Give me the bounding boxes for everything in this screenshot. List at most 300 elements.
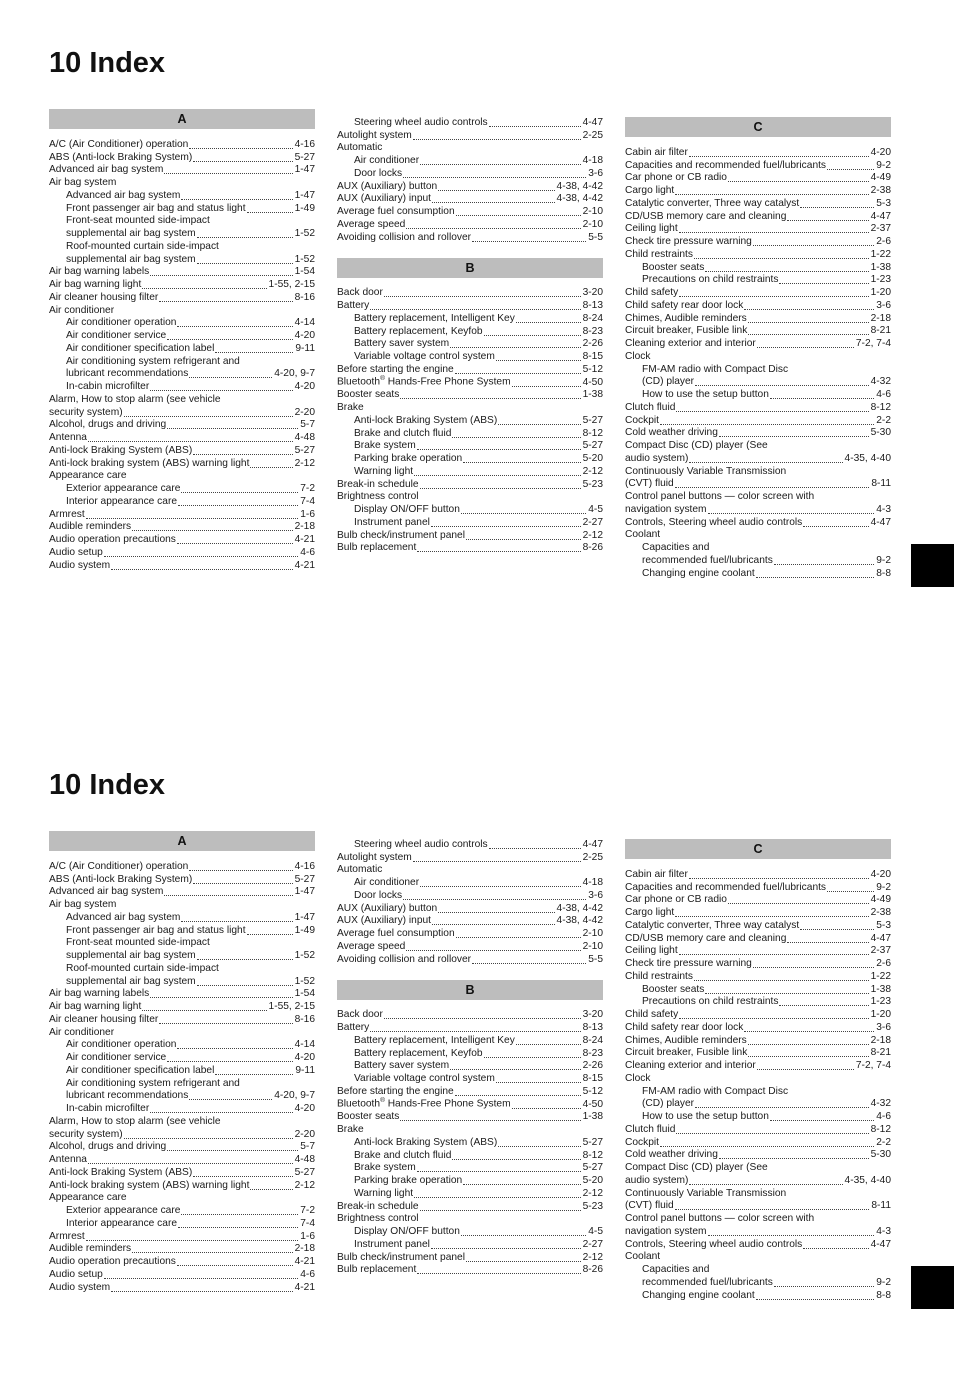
index-entry (337, 401, 603, 414)
index-entry-text: Air bag warning labels (49, 266, 150, 278)
index-entry-term (354, 1162, 416, 1174)
page-reference: 5-23 (582, 478, 603, 490)
index-entry-text: Front-seat mounted side-impact (66, 937, 210, 949)
page-reference: 2-37 (870, 223, 891, 235)
index-entry-term (49, 534, 176, 546)
index-entry-term (625, 325, 747, 337)
header-spacer (625, 859, 891, 868)
page-reference: 9-2 (876, 159, 891, 171)
index-entry (625, 1212, 891, 1225)
index-entry (625, 223, 891, 236)
dot-leader (695, 385, 869, 386)
index-entry (49, 508, 315, 521)
index-entry-text: Warning light (354, 465, 414, 477)
index-entry-text: Cleaning exterior and interior (625, 338, 756, 349)
index-entry (337, 389, 603, 402)
page-reference: 5-27 (294, 151, 315, 163)
dot-leader (164, 895, 292, 896)
dot-leader (181, 199, 292, 200)
index-entry (625, 146, 891, 159)
index-entry (337, 1021, 603, 1034)
index-entry (625, 932, 891, 945)
dot-leader (756, 1299, 875, 1300)
index-entry (49, 138, 315, 151)
index-entry-text: Battery replacement, Intelligent Key (354, 312, 515, 324)
index-entry (625, 516, 891, 529)
index-entry-text: Bulb replacement (337, 1264, 417, 1276)
dot-leader (431, 1248, 581, 1249)
index-entry (625, 1047, 891, 1060)
section-letter-header: C (625, 839, 891, 859)
index-entry-text: Door locks (354, 167, 403, 179)
index-entry-text: lubricant recommendations (66, 368, 189, 380)
index-entry (625, 312, 891, 325)
index-entry-text: Brake (337, 1124, 364, 1135)
index-entry-term (625, 300, 743, 312)
index-entry-term (625, 1175, 688, 1187)
page-reference: 4-14 (294, 317, 315, 329)
page-reference: 5-5 (588, 953, 603, 965)
index-entry (49, 1102, 315, 1115)
dot-leader (159, 301, 292, 302)
section-letter-header: B (337, 258, 603, 278)
index-entry (625, 1149, 891, 1162)
index-entry-term (625, 1188, 786, 1200)
index-entry-text: Control panel buttons — color screen with (625, 1213, 815, 1224)
page-reference: 2-38 (870, 185, 891, 196)
index-entry-text: Door locks (354, 889, 403, 901)
dot-leader (167, 428, 298, 429)
page-reference: 4-50 (582, 1098, 603, 1110)
index-entry-text: Air conditioner specification label (66, 342, 215, 354)
dot-leader (417, 551, 580, 552)
index-entry (49, 1013, 315, 1026)
index-entry (49, 189, 315, 202)
dot-leader (489, 848, 581, 849)
index-entry-term (49, 292, 158, 304)
index-entry (337, 312, 603, 325)
index-entry (625, 184, 891, 197)
index-entry (337, 427, 603, 440)
dot-leader (774, 564, 874, 565)
page-reference: 5-12 (582, 1085, 603, 1097)
index-entry-text: Catalytic converter, Three way catalyst (625, 197, 800, 209)
index-entry-term (354, 1239, 430, 1251)
index-entry-text: ABS (Anti-lock Braking System) (49, 151, 193, 163)
index-entry-term (49, 470, 127, 482)
index-entry-text: Audio system (49, 559, 111, 571)
dot-leader (748, 334, 868, 335)
dot-leader (150, 997, 292, 998)
index-entry-text: Battery replacement, Keyfob (354, 325, 483, 337)
index-entry-term (49, 1269, 103, 1281)
index-entry-text: Variable voltage control system (354, 351, 495, 362)
index-entry-term (337, 864, 382, 876)
page-reference: 2-18 (870, 1034, 891, 1046)
index-entry-term (49, 886, 163, 898)
index-entry-term (642, 555, 773, 567)
index-entry-text: Average speed (337, 940, 406, 952)
index-entry-term (49, 560, 110, 572)
index-entry-text: Avoiding collision and rollover (337, 953, 472, 965)
index-entry-term (354, 890, 402, 902)
dot-leader (159, 1023, 292, 1024)
index-entry (49, 1128, 315, 1141)
dot-leader (484, 1057, 581, 1058)
index-entry (337, 414, 603, 427)
index-entry-text: Exterior appearance care (66, 1205, 181, 1216)
dot-leader (676, 1133, 868, 1134)
index-entry-term (66, 228, 196, 240)
index-entry-text: Roof-mounted curtain side-impact (66, 240, 219, 252)
page-reference: 4-38, 4-42 (556, 180, 603, 192)
index-entry-term (49, 139, 188, 151)
index-entry-text: Air conditioner (49, 304, 115, 316)
index-entry-text: Cockpit (625, 414, 659, 426)
index-entry-text: security system) (49, 406, 123, 418)
index-entry-term (625, 1060, 756, 1072)
index-entry (337, 1225, 603, 1238)
index-entry (49, 215, 315, 228)
index-entry (337, 1047, 603, 1060)
page-reference: 2-6 (876, 236, 891, 247)
page-reference: 8-23 (582, 325, 603, 337)
header-spacer (625, 137, 891, 146)
page-reference: 4-20 (870, 146, 891, 158)
index-entry (49, 1000, 315, 1013)
index-entry-term (625, 223, 678, 235)
index-entry-text: Before starting the engine (337, 1085, 454, 1097)
dot-leader (675, 1209, 870, 1210)
index-entry-text: Anti-lock braking system (ABS) warning light (49, 1179, 250, 1191)
page-reference: 9-11 (295, 1064, 315, 1076)
page-reference: 8-13 (582, 1022, 603, 1033)
dot-leader (420, 1210, 581, 1211)
dot-leader (420, 164, 580, 165)
dot-leader (516, 1044, 581, 1045)
page-reference: 2-26 (582, 1060, 603, 1072)
dot-leader (167, 1061, 292, 1062)
dot-leader (461, 513, 586, 514)
index-entry-text: Alcohol, drugs and driving (49, 419, 167, 431)
page-reference: 1-22 (870, 970, 891, 982)
index-entry-text: Air bag warning light (49, 1001, 142, 1012)
index-entry-term (337, 389, 399, 401)
index-entry-term (66, 343, 214, 355)
index-entry-text: Anti-lock Braking System (ABS) (49, 1166, 193, 1178)
dot-leader (770, 1120, 874, 1121)
index-entry-text: Armrest (49, 508, 85, 520)
index-entry (625, 1251, 891, 1264)
index-entry-term (354, 1150, 451, 1162)
index-entry (625, 554, 891, 567)
dot-leader (417, 1273, 580, 1274)
index-entry-term (337, 1213, 419, 1225)
page-reference: 4-35, 4-40 (844, 452, 891, 464)
page-reference: 1-20 (870, 1009, 891, 1020)
dot-leader (787, 220, 868, 221)
index-entry-term (354, 351, 495, 363)
index-entry-text: Back door (337, 1009, 383, 1021)
index-entry-term (625, 338, 756, 350)
index-entry-term (354, 504, 460, 516)
index-entry-text: Steering wheel audio controls (354, 116, 488, 128)
index-entry-term (49, 458, 249, 470)
dot-leader (800, 207, 874, 208)
index-entry-text: Child safety rear door lock (625, 1021, 744, 1033)
index-entry-term (337, 1264, 416, 1276)
dot-leader (827, 169, 874, 170)
index-entry-term (49, 899, 116, 911)
page-reference: 4-21 (294, 559, 315, 571)
page-reference: 2-18 (294, 521, 315, 533)
page-reference: 2-25 (582, 129, 603, 141)
page-reference: 3-6 (588, 889, 603, 901)
index-entry-term (66, 215, 210, 227)
index-entry-term (66, 1065, 214, 1077)
dot-leader (512, 386, 581, 387)
index-entry (49, 368, 315, 381)
dot-leader (150, 1112, 292, 1113)
index-entry (49, 253, 315, 266)
index-page-top (0, 0, 954, 675)
page-reference: 1-6 (300, 1230, 315, 1242)
page-reference: 5-20 (582, 453, 603, 464)
dot-leader (197, 985, 293, 986)
page-reference: 1-47 (294, 886, 315, 898)
index-entry-term (625, 517, 802, 529)
index-entry-text: AUX (Auxiliary) input (337, 915, 431, 927)
index-entry (625, 1072, 891, 1085)
index-entry-term (625, 236, 752, 248)
index-entry-term (625, 1200, 674, 1212)
index-entry-term (354, 155, 419, 167)
index-entry-term (337, 130, 412, 142)
dot-leader (177, 326, 292, 327)
dot-leader (104, 1278, 298, 1279)
index-entry-term (66, 381, 149, 393)
index-entry-term (49, 547, 103, 559)
index-entry-text: Battery (337, 1022, 370, 1033)
dot-leader (456, 215, 581, 216)
index-entry-term (337, 542, 416, 554)
page-reference: 8-12 (582, 427, 603, 439)
page-reference: 3-6 (588, 167, 603, 179)
dot-leader (452, 1159, 580, 1160)
index-entry-term (66, 1218, 177, 1230)
index-entry (337, 142, 603, 155)
page-reference: 4-35, 4-40 (844, 1174, 891, 1186)
section-thumb-tab (911, 544, 954, 587)
dot-leader (695, 1107, 869, 1108)
index-entry (49, 393, 315, 406)
index-entry-text: Capacities and recommended fuel/lubricants (625, 881, 827, 893)
index-entry (49, 278, 315, 291)
page-reference: 5-5 (588, 231, 603, 243)
index-entry-text: Parking brake operation (354, 1175, 463, 1186)
index-entry-term (337, 193, 431, 205)
section-spacer (337, 244, 603, 258)
dot-leader (86, 518, 299, 519)
dot-leader (432, 202, 555, 203)
index-entry (625, 906, 891, 919)
page-reference: 4-20, 9-7 (274, 1090, 315, 1102)
index-entry-text: Changing engine coolant (642, 567, 755, 579)
index-entry-term (66, 241, 219, 253)
index-entry (49, 380, 315, 393)
index-entry (49, 342, 315, 355)
page-reference: 2-25 (582, 851, 603, 863)
index-entry-term (625, 198, 799, 210)
index-entry (625, 1034, 891, 1047)
index-entry (49, 975, 315, 988)
index-entry (49, 164, 315, 177)
dot-leader (450, 1069, 580, 1070)
dot-leader (177, 1265, 293, 1266)
index-entry-text: Cleaning exterior and interior (625, 1060, 756, 1071)
section-letter-header: B (337, 980, 603, 1000)
index-entry-text: Autolight system (337, 851, 412, 863)
index-entry (49, 1243, 315, 1256)
page-reference: 8-8 (876, 567, 891, 579)
index-entry-text: Air conditioner operation (66, 317, 177, 329)
index-entry (337, 503, 603, 516)
dot-leader (757, 347, 854, 348)
dot-leader (414, 1197, 581, 1198)
page-reference: 9-2 (876, 881, 891, 893)
page-reference: 2-12 (582, 1251, 603, 1263)
index-entry-term (642, 274, 778, 286)
index-entry-text: Audio setup (49, 1268, 103, 1280)
index-entry-text: Air conditioner (354, 877, 420, 888)
index-entry (49, 988, 315, 1001)
dot-leader (142, 288, 266, 289)
index-entry (625, 1238, 891, 1251)
index-entry (625, 894, 891, 907)
index-entry-text: How to use the setup button (642, 389, 769, 400)
dot-leader (679, 232, 869, 233)
index-entry-term (625, 1251, 660, 1263)
index-entry (49, 1179, 315, 1192)
page-reference: 4-50 (582, 376, 603, 388)
page-reference: 5-12 (582, 363, 603, 375)
index-entry-term (337, 852, 412, 864)
index-entry-text: Audio operation precautions (49, 1256, 176, 1267)
dot-leader (472, 963, 586, 964)
index-entry-text: Bulb replacement (337, 542, 417, 554)
index-entry-text: Cold weather driving (625, 427, 718, 439)
dot-leader (178, 1227, 298, 1228)
dot-leader (384, 296, 581, 297)
page-reference: 3-6 (876, 1021, 891, 1033)
dot-leader (193, 883, 292, 884)
index-entry (49, 1204, 315, 1217)
index-entry (625, 567, 891, 580)
index-entry-term (625, 249, 693, 261)
index-entry (625, 261, 891, 274)
index-entry-term (337, 402, 364, 414)
index-entry-text: Brake and clutch fluid (354, 1149, 452, 1161)
index-entry-text: Air cleaner housing filter (49, 1013, 159, 1025)
index-entry-term (625, 160, 826, 172)
page-reference: 8-16 (294, 1013, 315, 1025)
index-entry-term (642, 984, 704, 996)
dot-leader (167, 1150, 298, 1151)
index-entry-term (625, 415, 659, 427)
page-reference: 4-38, 4-42 (556, 902, 603, 914)
index-entry (337, 325, 603, 338)
index-entry-text: Break-in schedule (337, 1200, 419, 1212)
page-reference: 8-21 (870, 325, 891, 337)
page-reference: 2-20 (294, 1128, 315, 1140)
page-reference: 4-49 (870, 894, 891, 906)
index-column-2 (337, 838, 603, 1276)
index-entry-text: (CD) player (642, 1098, 695, 1110)
dot-leader (744, 309, 874, 310)
page-reference: 5-20 (582, 1175, 603, 1186)
index-entry (49, 1153, 315, 1166)
index-entry-text: Circuit breaker, Fusible link (625, 1047, 748, 1059)
index-entry-term (625, 504, 707, 516)
index-entry (337, 491, 603, 504)
index-entry-term (337, 530, 465, 542)
page-reference: 8-24 (582, 1034, 603, 1046)
index-entry-text: Avoiding collision and rollover (337, 231, 472, 243)
index-entry (625, 996, 891, 1009)
dot-leader (150, 275, 292, 276)
page-reference: 8-26 (582, 542, 603, 554)
page-reference: 4-3 (876, 1225, 891, 1237)
index-entry (337, 350, 603, 363)
index-entry-text: Air cleaner housing filter (49, 291, 159, 303)
index-entry-term (337, 1252, 465, 1264)
index-entry (337, 167, 603, 180)
index-entry (625, 1008, 891, 1021)
index-entry-text: Appearance care (49, 470, 127, 482)
page-reference: 7-2, 7-4 (855, 338, 891, 349)
dot-leader (247, 212, 293, 213)
index-entry-text: Advanced air bag system (66, 911, 181, 923)
index-entry-text: Capacities and (642, 542, 710, 553)
page-reference: 2-12 (294, 1179, 315, 1191)
index-entry-text: CD/USB memory care and cleaning (625, 210, 787, 222)
index-entry-term (625, 894, 727, 906)
index-entry-term (66, 254, 196, 266)
dot-leader (466, 1261, 581, 1262)
dot-leader (748, 322, 869, 323)
dot-leader (181, 492, 298, 493)
index-entry-term (66, 1103, 149, 1115)
index-entry (49, 266, 315, 279)
page-reference: 2-12 (582, 529, 603, 541)
index-entry-term (642, 996, 778, 1008)
index-entry-text: Front passenger air bag and status light (66, 202, 246, 214)
index-entry (49, 533, 315, 546)
index-entry (625, 868, 891, 881)
dot-leader (420, 488, 581, 489)
index-entry-text: Anti-lock Braking System (ABS) (354, 1136, 498, 1148)
dot-leader (124, 1138, 293, 1139)
index-entry-text: Chimes, Audible reminders (625, 312, 747, 324)
page-reference: 4-14 (294, 1039, 315, 1051)
index-entry-term (625, 920, 799, 932)
index-entry-text: (CVT) fluid (625, 1200, 674, 1212)
index-entry-text: Brake system (354, 440, 416, 452)
index-entry-term (642, 568, 755, 580)
page-reference: 4-38, 4-42 (556, 193, 603, 205)
index-entry-term (625, 933, 786, 945)
page-reference: 1-47 (294, 189, 315, 201)
